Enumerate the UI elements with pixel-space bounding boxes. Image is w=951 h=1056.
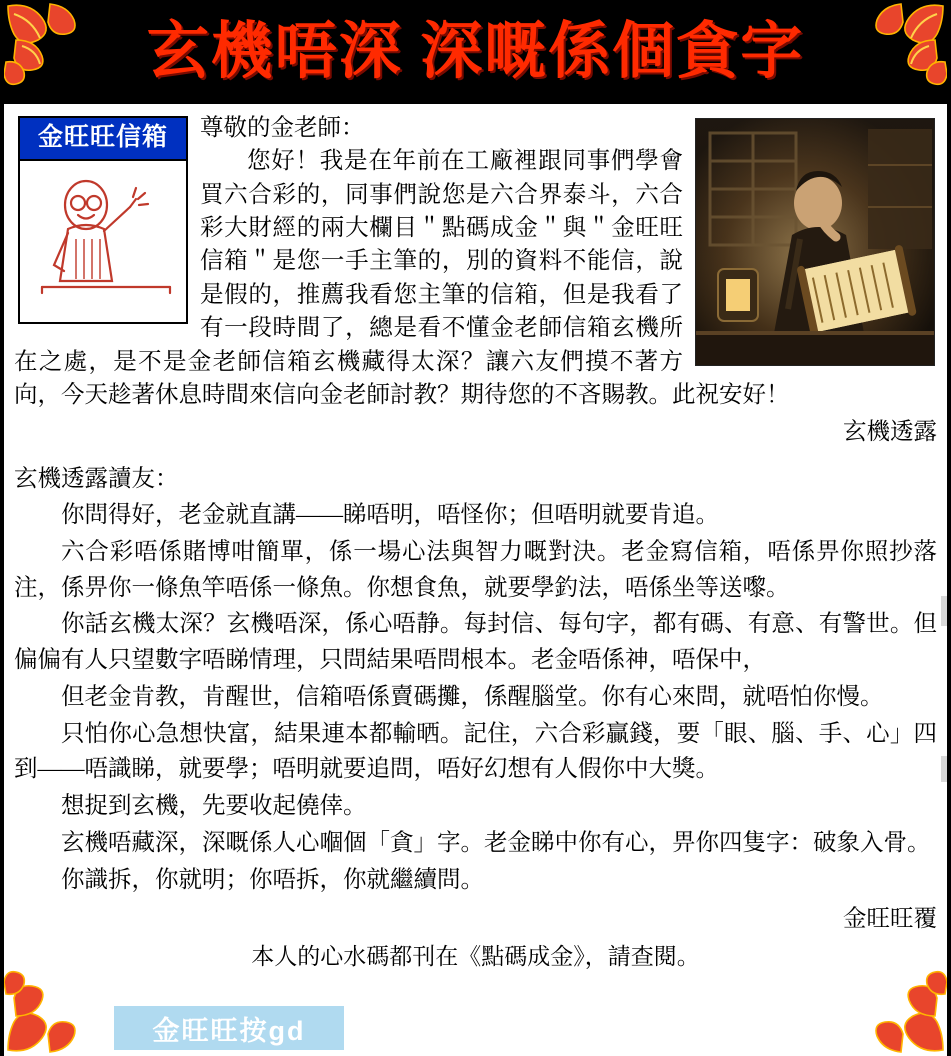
reply-footer-note: 本人的心水碼都刊在《點碼成金》，請查閱。 bbox=[251, 943, 700, 969]
scholar-reading-scroll-photo bbox=[695, 118, 935, 366]
reply-paragraph: 但老金肯教，肯醒世，信箱唔係賣碼攤，係醒腦堂。你有心來問，就唔怕你慢。 bbox=[61, 683, 884, 710]
letter-signature: 玄機透露 bbox=[843, 419, 937, 446]
reply-paragraph: 玄機唔藏深，深嘅係人心嗰個「貪」字。老金睇中你有心，畀你四隻字：破象入骨。 bbox=[61, 829, 931, 856]
reply-paragraph: 你識拆，你就明；你唔拆，你就繼續問。 bbox=[61, 866, 484, 893]
reader-letter bbox=[14, 112, 937, 450]
page-title: 玄機唔深 深嘅係個貪字 bbox=[146, 18, 805, 86]
page-edge-marker bbox=[941, 756, 947, 782]
letter-salutation: 尊敬的金老師： bbox=[200, 115, 365, 141]
reply-paragraph: 想捉到玄機，先要收起僥倖。 bbox=[61, 793, 367, 820]
mailbox-logo bbox=[18, 116, 188, 324]
letter-body: 您好！我是在年前在工廠裡跟同事們學會買六合彩的，同事們說您是六合界泰斗，六合彩大財經的兩大欄目＂點碼成金＂與＂金旺旺信箱＂是您一手主筆的，別的資料不能信，說是假的，推薦我看您主筆的信箱，但是我看了有一段時間了，總是看不懂金老師信箱玄機所在之處，是不是金老師信箱玄機藏得太深？讓六友們摸不著方向，今天趁著休息時間來信向金老師討教？期待您的不吝賜教。此祝安好！ bbox=[14, 148, 790, 408]
teacher-pointing-illustration bbox=[20, 161, 186, 321]
reply-greeting: 玄機透露讀友： bbox=[14, 465, 179, 492]
reply-paragraph: 只怕你心急想快富，結果連本都輸晒。記住，六合彩贏錢，要「眼、腦、手、心」四到——唔識睇，就要學；唔明就要追問，唔好幻想有人假你中大獎。 bbox=[14, 720, 937, 783]
reply-paragraph: 你問得好，老金就直講——睇唔明，唔怪你；但唔明就要肯追。 bbox=[61, 502, 719, 529]
article-content bbox=[4, 104, 947, 975]
master-reply bbox=[14, 462, 937, 975]
reply-paragraph: 六合彩唔係賭博咁簡單，係一場心法與智力嘅對決。老金寫信箱，唔係畀你照抄落注，係畀你一條魚竿唔係一條魚。你想食魚，就要學釣法，唔係坐等送嚟。 bbox=[14, 539, 937, 601]
reply-signature: 金旺旺覆 bbox=[843, 906, 937, 933]
mailbox-logo-label: 金旺旺信箱 bbox=[20, 118, 186, 161]
reply-paragraph: 你話玄機太深？玄機唔深，係心唔静。每封信、每句字，都有碼、有意、有警世。但偏偏有人只望數字唔睇情理，只問結果唔問根本。老金唔係神，唔保中， bbox=[14, 611, 937, 674]
header-banner bbox=[4, 0, 947, 104]
page-edge-marker bbox=[941, 596, 947, 626]
watermark: 金旺旺按gd bbox=[114, 1006, 344, 1050]
